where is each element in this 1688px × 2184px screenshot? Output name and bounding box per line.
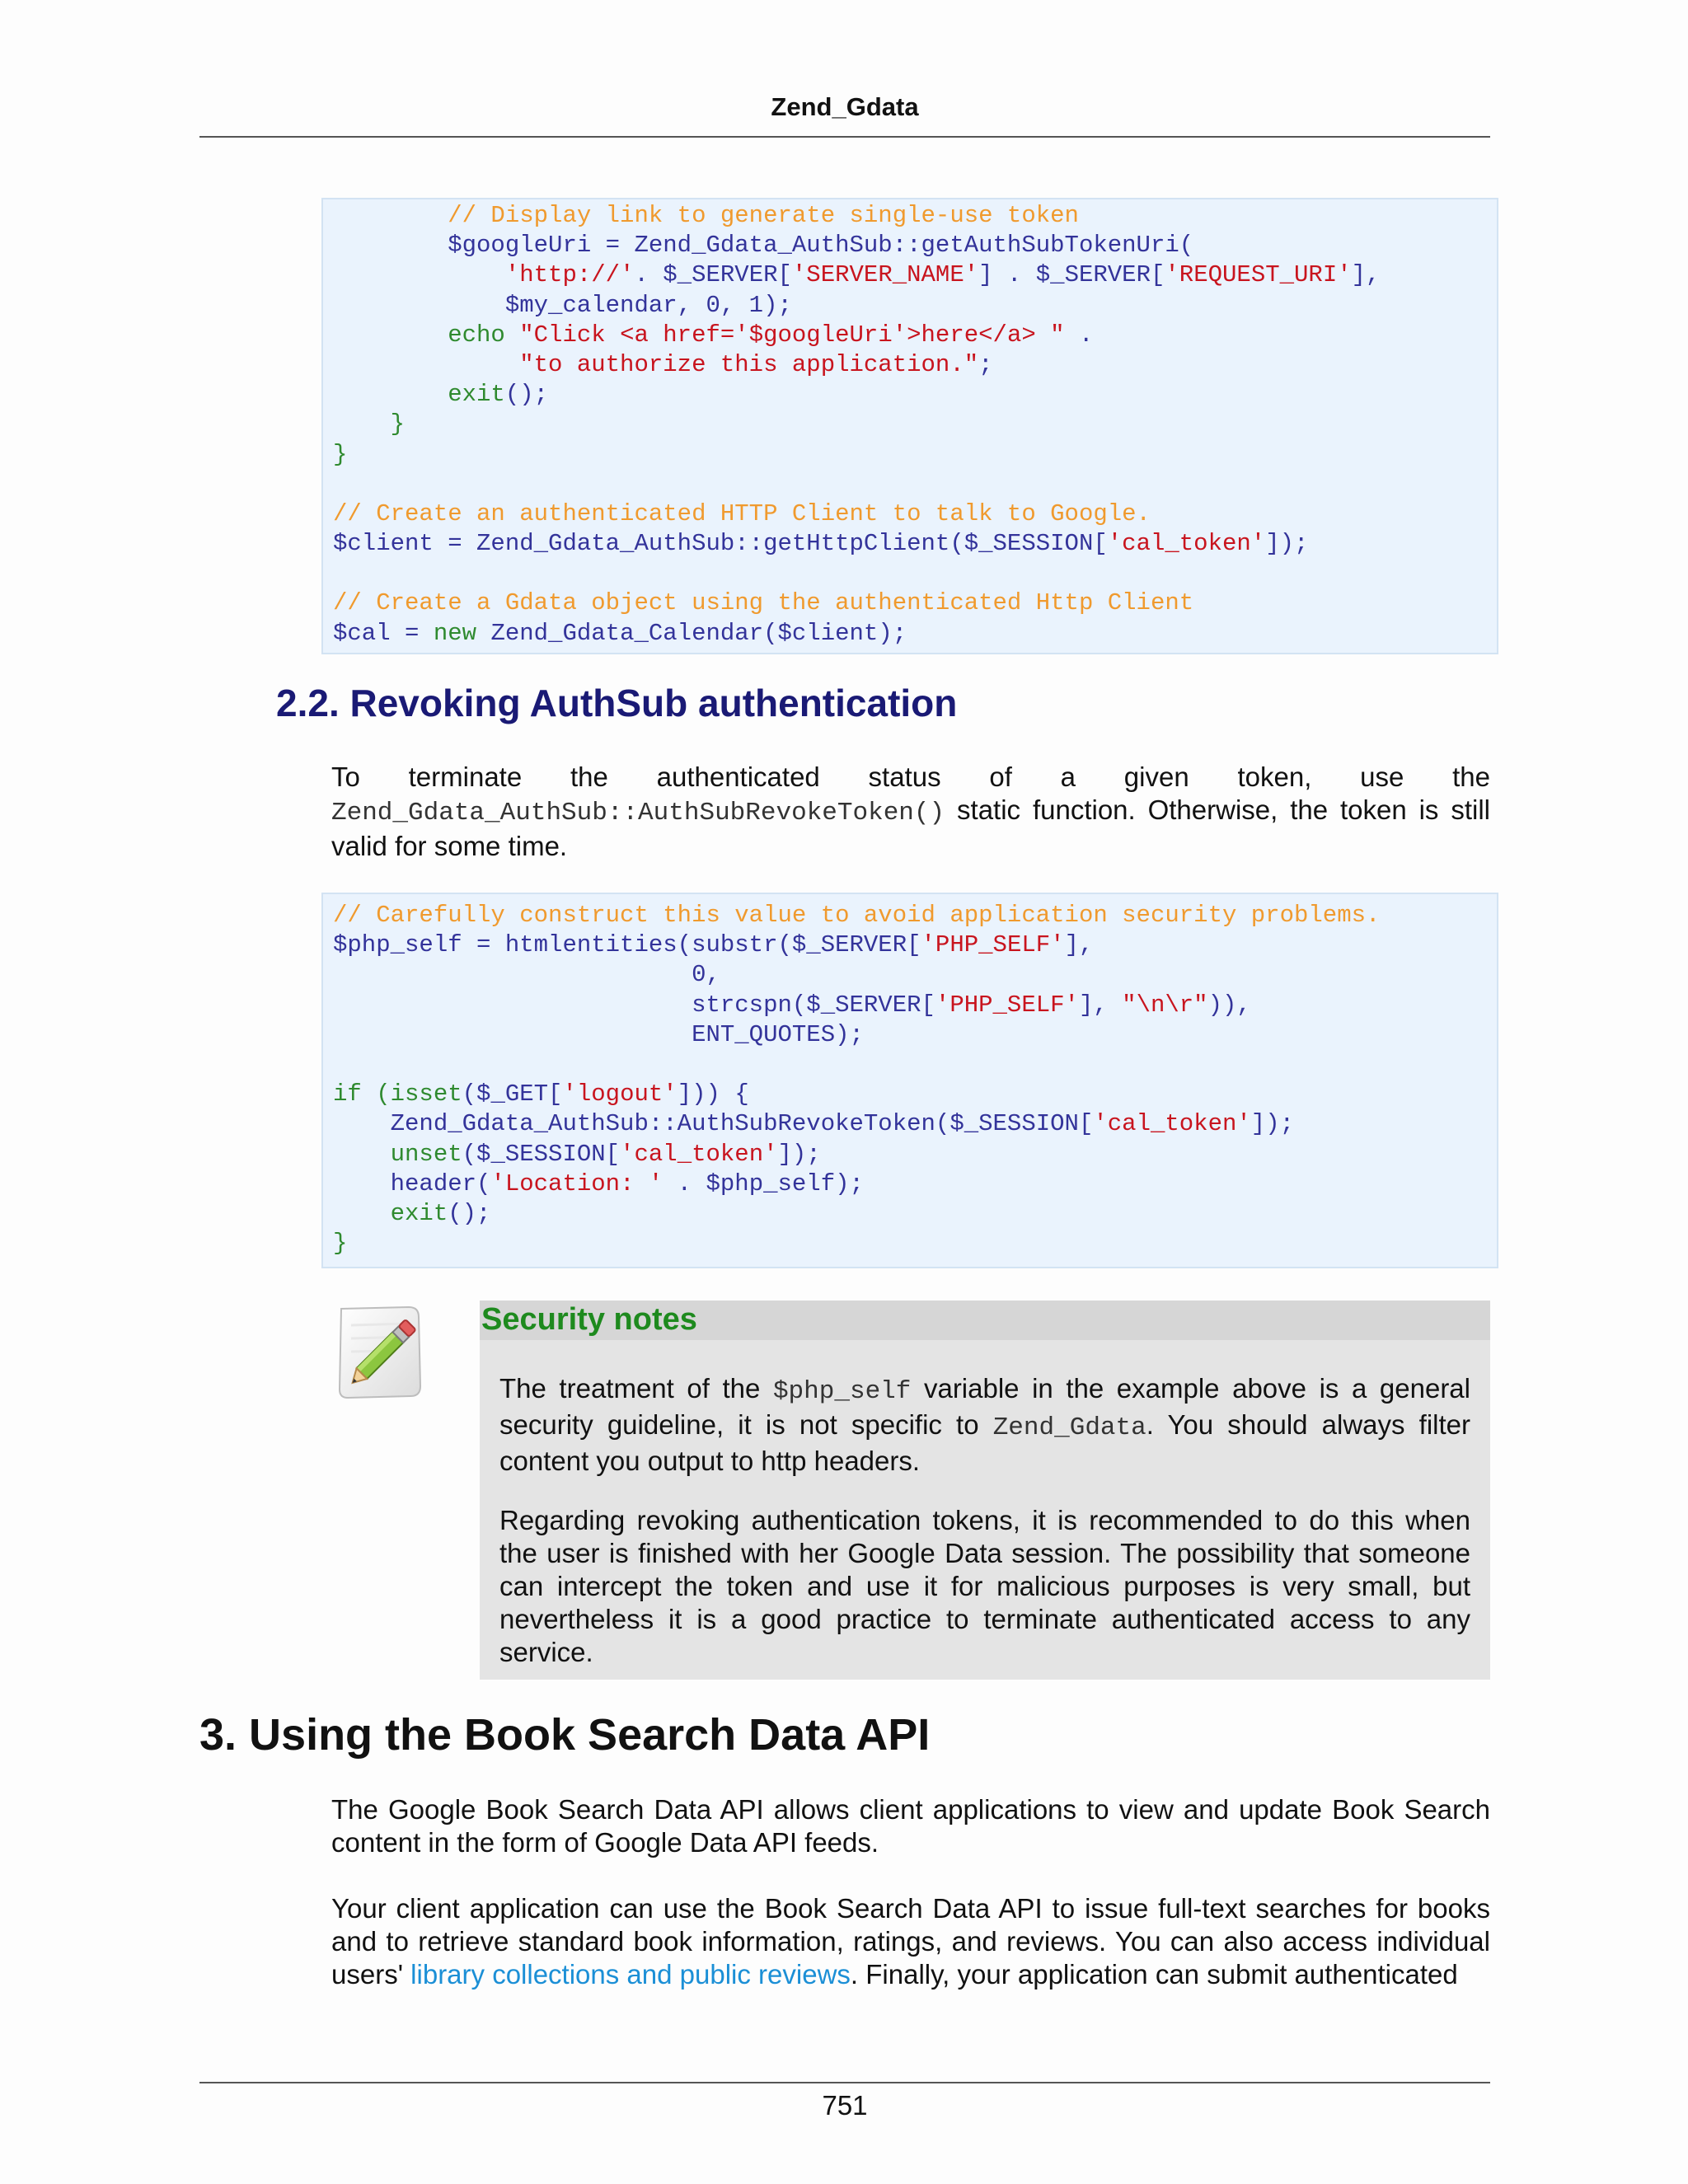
code2-line xyxy=(333,960,1497,990)
paragraph-book-search-details xyxy=(331,1892,1490,1991)
code-token: 'logout' xyxy=(562,1080,678,1108)
section-heading-book-search: 3. Using the Book Search Data API xyxy=(199,1710,931,1760)
code2-line xyxy=(333,901,1497,930)
code-token: Zend_Gdata_Calendar($client); xyxy=(476,619,907,647)
code-token: if (isset xyxy=(333,1080,462,1108)
code-token: 'PHP_SELF' xyxy=(921,931,1065,959)
inline-code-zend-gdata: Zend_Gdata xyxy=(992,1413,1146,1442)
code-token: ], xyxy=(1351,261,1381,289)
code-token: ]); xyxy=(777,1140,821,1168)
code-token: ($_GET[ xyxy=(462,1080,563,1108)
code-token: } xyxy=(333,1230,348,1258)
header-rule xyxy=(199,136,1490,138)
code-token: unset xyxy=(333,1140,462,1168)
code1-line xyxy=(333,588,1497,618)
code-token: 'cal_token' xyxy=(1093,1110,1251,1138)
code-token: ] . $_SERVER[ xyxy=(978,261,1165,289)
code1-line xyxy=(333,559,1497,588)
code-token: exit xyxy=(333,1199,448,1227)
code-token: echo xyxy=(333,321,520,349)
code2-line xyxy=(333,991,1497,1020)
code-token: ENT_QUOTES); xyxy=(333,1020,864,1048)
code-token: new xyxy=(433,619,477,647)
code-block-revoke-token xyxy=(321,893,1498,1268)
code-token: 'cal_token' xyxy=(620,1140,778,1168)
code-token: 'SERVER_NAME' xyxy=(791,261,979,289)
code-token: 'REQUEST_URI' xyxy=(1165,261,1352,289)
code-token: "to authorize this application." xyxy=(333,350,979,378)
code-token: 'PHP_SELF' xyxy=(935,991,1079,1019)
code1-line xyxy=(333,231,1497,260)
code-token: exit xyxy=(333,381,505,409)
code2-line xyxy=(333,1140,1497,1169)
code-token: ; xyxy=(978,350,993,378)
code-token: . $php_self); xyxy=(663,1169,864,1197)
code-block-authsub-client xyxy=(321,198,1498,654)
paragraph-book-search-text-2: . Finally, your application can submit authenticated xyxy=(850,1959,1458,1990)
code-token: 'cal_token' xyxy=(1107,530,1266,558)
code-token: "\n\r" xyxy=(1122,991,1208,1019)
code2-line xyxy=(333,1080,1497,1109)
code-token: ], xyxy=(1078,991,1123,1019)
code-token: "Click <a href='$googleUri'>here</a> " xyxy=(519,321,1065,349)
paragraph-book-search-intro: The Google Book Search Data API allows client applications to view and update Book Search content in the form of Google Data API feeds. xyxy=(331,1794,1490,1858)
code1-line xyxy=(333,470,1497,499)
code-token: // Display link to generate single-use token xyxy=(333,202,1079,229)
code-token: 'http://' xyxy=(333,261,635,289)
library-collections-link[interactable]: library collections and public reviews xyxy=(410,1959,851,1990)
code-token: // Carefully construct this value to avoid application security problems. xyxy=(333,902,1381,929)
code1-line xyxy=(333,440,1497,470)
code-token: (); xyxy=(448,1199,491,1227)
note-p1-text-3: . You should always filter content you output to http headers. xyxy=(499,1409,1470,1476)
inline-code-php-self: $php_self xyxy=(772,1377,912,1406)
code-token: ])) { xyxy=(677,1080,749,1108)
code1-line xyxy=(333,321,1497,350)
paragraph-revoke-token xyxy=(331,761,1490,863)
code-token: . $_SERVER[ xyxy=(634,261,792,289)
code1-line xyxy=(333,529,1497,559)
code2-line xyxy=(333,1229,1497,1258)
paragraph-book-search-text-1: Your client application can use the Book Search Data API to issue full-text searches for books and to retrieve standard book information, ratings, and reviews. You can also access individual users' xyxy=(331,1893,1490,1990)
pencil-note-icon xyxy=(336,1304,427,1403)
code-token: ($_SESSION[ xyxy=(462,1140,621,1168)
note-p1-text-2: variable in the example above is a general security guideline, it is not specific to xyxy=(499,1373,1470,1440)
code1-line xyxy=(333,291,1497,321)
page-number: 751 xyxy=(822,2090,868,2121)
page-header-title: Zend_Gdata xyxy=(771,92,919,121)
code-token: . xyxy=(1064,321,1094,349)
security-notes-paragraph-2: Regarding revoking authentication tokens, it is recommended to do this when the user is finished with her Google Data session. The possibility that someone can intercept the token and use it for malicious purposes is very small, but nevertheless it is a good practice to terminate authenticated access to any service. xyxy=(499,1505,1470,1667)
code1-line xyxy=(333,410,1497,439)
code2-line xyxy=(333,1169,1497,1199)
code-token: $client = Zend_Gdata_AuthSub::getHttpClient($_SESSION[ xyxy=(333,530,1108,558)
code-token: ], xyxy=(1064,931,1094,959)
paragraph-revoke-token-text-1: To terminate the authenticated status of a given token, use the xyxy=(331,762,1490,792)
note-p1-text-1: The treatment of the xyxy=(499,1373,773,1404)
code-token: // Create a Gdata object using the authenticated Http Client xyxy=(333,589,1194,617)
code-token: header( xyxy=(333,1169,491,1197)
paragraph-revoke-token-text-2: static function. Otherwise, the token is still valid for some time. xyxy=(331,794,1490,861)
code1-line xyxy=(333,350,1497,380)
code-token: (); xyxy=(504,381,549,409)
security-notes-title: Security notes xyxy=(480,1301,1490,1340)
code2-line xyxy=(333,1199,1497,1229)
code-token: $cal = xyxy=(333,619,434,647)
code1-line xyxy=(333,380,1497,410)
code2-line xyxy=(333,1020,1497,1050)
code1-line xyxy=(333,260,1497,290)
code1-line xyxy=(333,201,1497,231)
section-heading-revoking-authsub: 2.2. Revoking AuthSub authentication xyxy=(276,682,958,724)
footer-rule xyxy=(199,2082,1490,2083)
code-token: ]); xyxy=(1250,1110,1295,1138)
security-notes-paragraph-1 xyxy=(499,1372,1470,1478)
code-token: } xyxy=(333,440,348,468)
code2-line xyxy=(333,930,1497,960)
code-token: ]); xyxy=(1265,530,1309,558)
code1-line xyxy=(333,499,1497,529)
code1-line xyxy=(333,619,1497,649)
code-token: 0, xyxy=(333,961,720,989)
code-token: $php_self = htmlentities(substr($_SERVER[ xyxy=(333,931,921,959)
code-token: )), xyxy=(1207,991,1251,1019)
code-token: $my_calendar, 0, 1); xyxy=(333,291,792,319)
code-token: } xyxy=(333,410,406,438)
code2-line xyxy=(333,1109,1497,1139)
code-token: // Create an authenticated HTTP Client to talk to Google. xyxy=(333,499,1151,527)
code-token: strcspn($_SERVER[ xyxy=(333,991,935,1019)
code-token: Zend_Gdata_AuthSub::AuthSubRevokeToken($_SESSION[ xyxy=(333,1110,1094,1138)
code-token: $googleUri = Zend_Gdata_AuthSub::getAuthSubTokenUri( xyxy=(333,232,1194,260)
code-token: 'Location: ' xyxy=(490,1169,663,1197)
code2-line xyxy=(333,1050,1497,1080)
inline-code-revoke-function: Zend_Gdata_AuthSub::AuthSubRevokeToken() xyxy=(331,799,945,827)
